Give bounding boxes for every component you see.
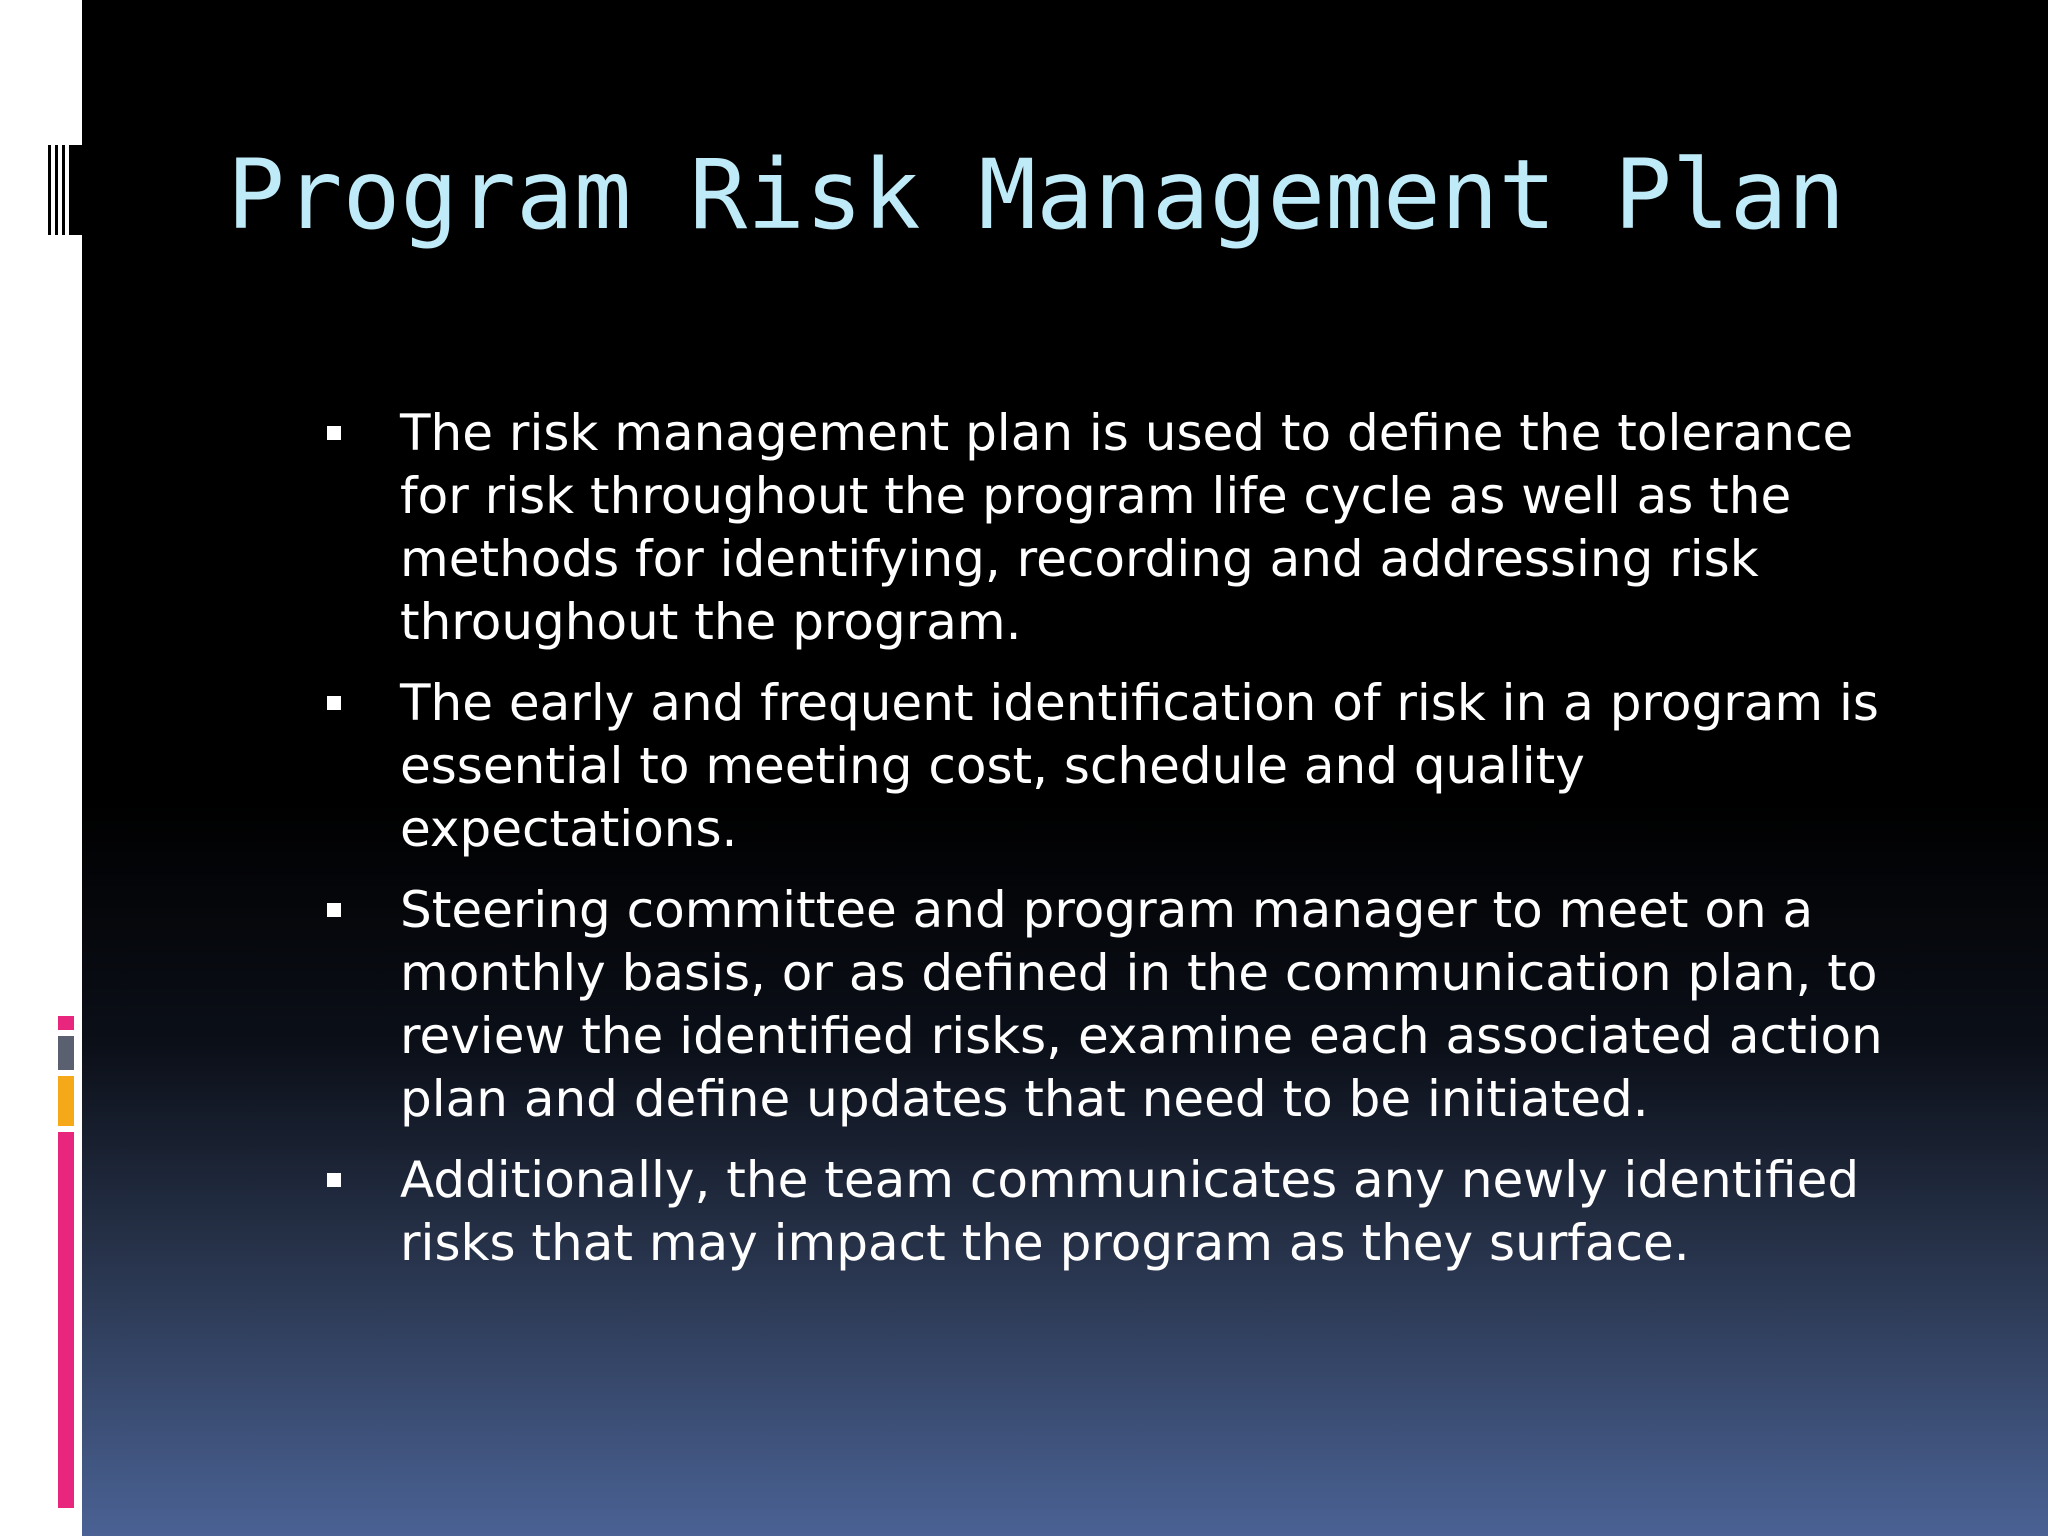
bullet-item	[227, 1149, 1987, 1275]
bullet-text	[400, 402, 2020, 654]
bullet-line: Additionally, the team communicates any newly identified	[400, 1151, 1860, 1209]
bullet-line: The early and frequent identification of risk in a program is	[400, 674, 1879, 732]
decorative-stripes	[48, 145, 82, 235]
bullet-line: risks that may impact the program as they surface.	[400, 1214, 1690, 1272]
decorative-bar-gray	[58, 1036, 74, 1070]
square-bullet-icon	[327, 903, 341, 917]
bullet-line: monthly basis, or as defined in the communication plan, to	[400, 944, 1878, 1002]
square-bullet-icon	[327, 1173, 341, 1187]
bullet-item	[227, 672, 1987, 861]
bullet-list	[227, 402, 1987, 1293]
square-bullet-icon	[327, 426, 341, 440]
bullet-text	[400, 672, 2020, 861]
bullet-line: essential to meeting cost, schedule and quality	[400, 737, 1585, 795]
decorative-bar-pink-small	[58, 1016, 74, 1030]
bullet-text	[400, 1149, 2020, 1275]
slide-content-area	[82, 0, 2048, 1536]
bullet-line: plan and define updates that need to be initiated.	[400, 1070, 1649, 1128]
bullet-line: expectations.	[400, 800, 738, 858]
left-margin	[0, 0, 82, 1536]
bullet-line: methods for identifying, recording and addressing risk	[400, 530, 1759, 588]
bullet-line: Steering committee and program manager to meet on a	[400, 881, 1814, 939]
bullet-item	[227, 879, 1987, 1131]
decorative-bar-orange	[58, 1076, 74, 1126]
bullet-item	[227, 402, 1987, 654]
bullet-line: for risk throughout the program life cycle as well as the	[400, 467, 1792, 525]
bullet-line: throughout the program.	[400, 593, 1022, 651]
slide-title: Program Risk Management Plan	[227, 139, 1846, 251]
bullet-line: review the identified risks, examine each associated action	[400, 1007, 1883, 1065]
decorative-bar-pink-long	[58, 1132, 74, 1508]
bullet-line: The risk management plan is used to define the tolerance	[400, 404, 1854, 462]
square-bullet-icon	[327, 696, 341, 710]
bullet-text	[400, 879, 2020, 1131]
